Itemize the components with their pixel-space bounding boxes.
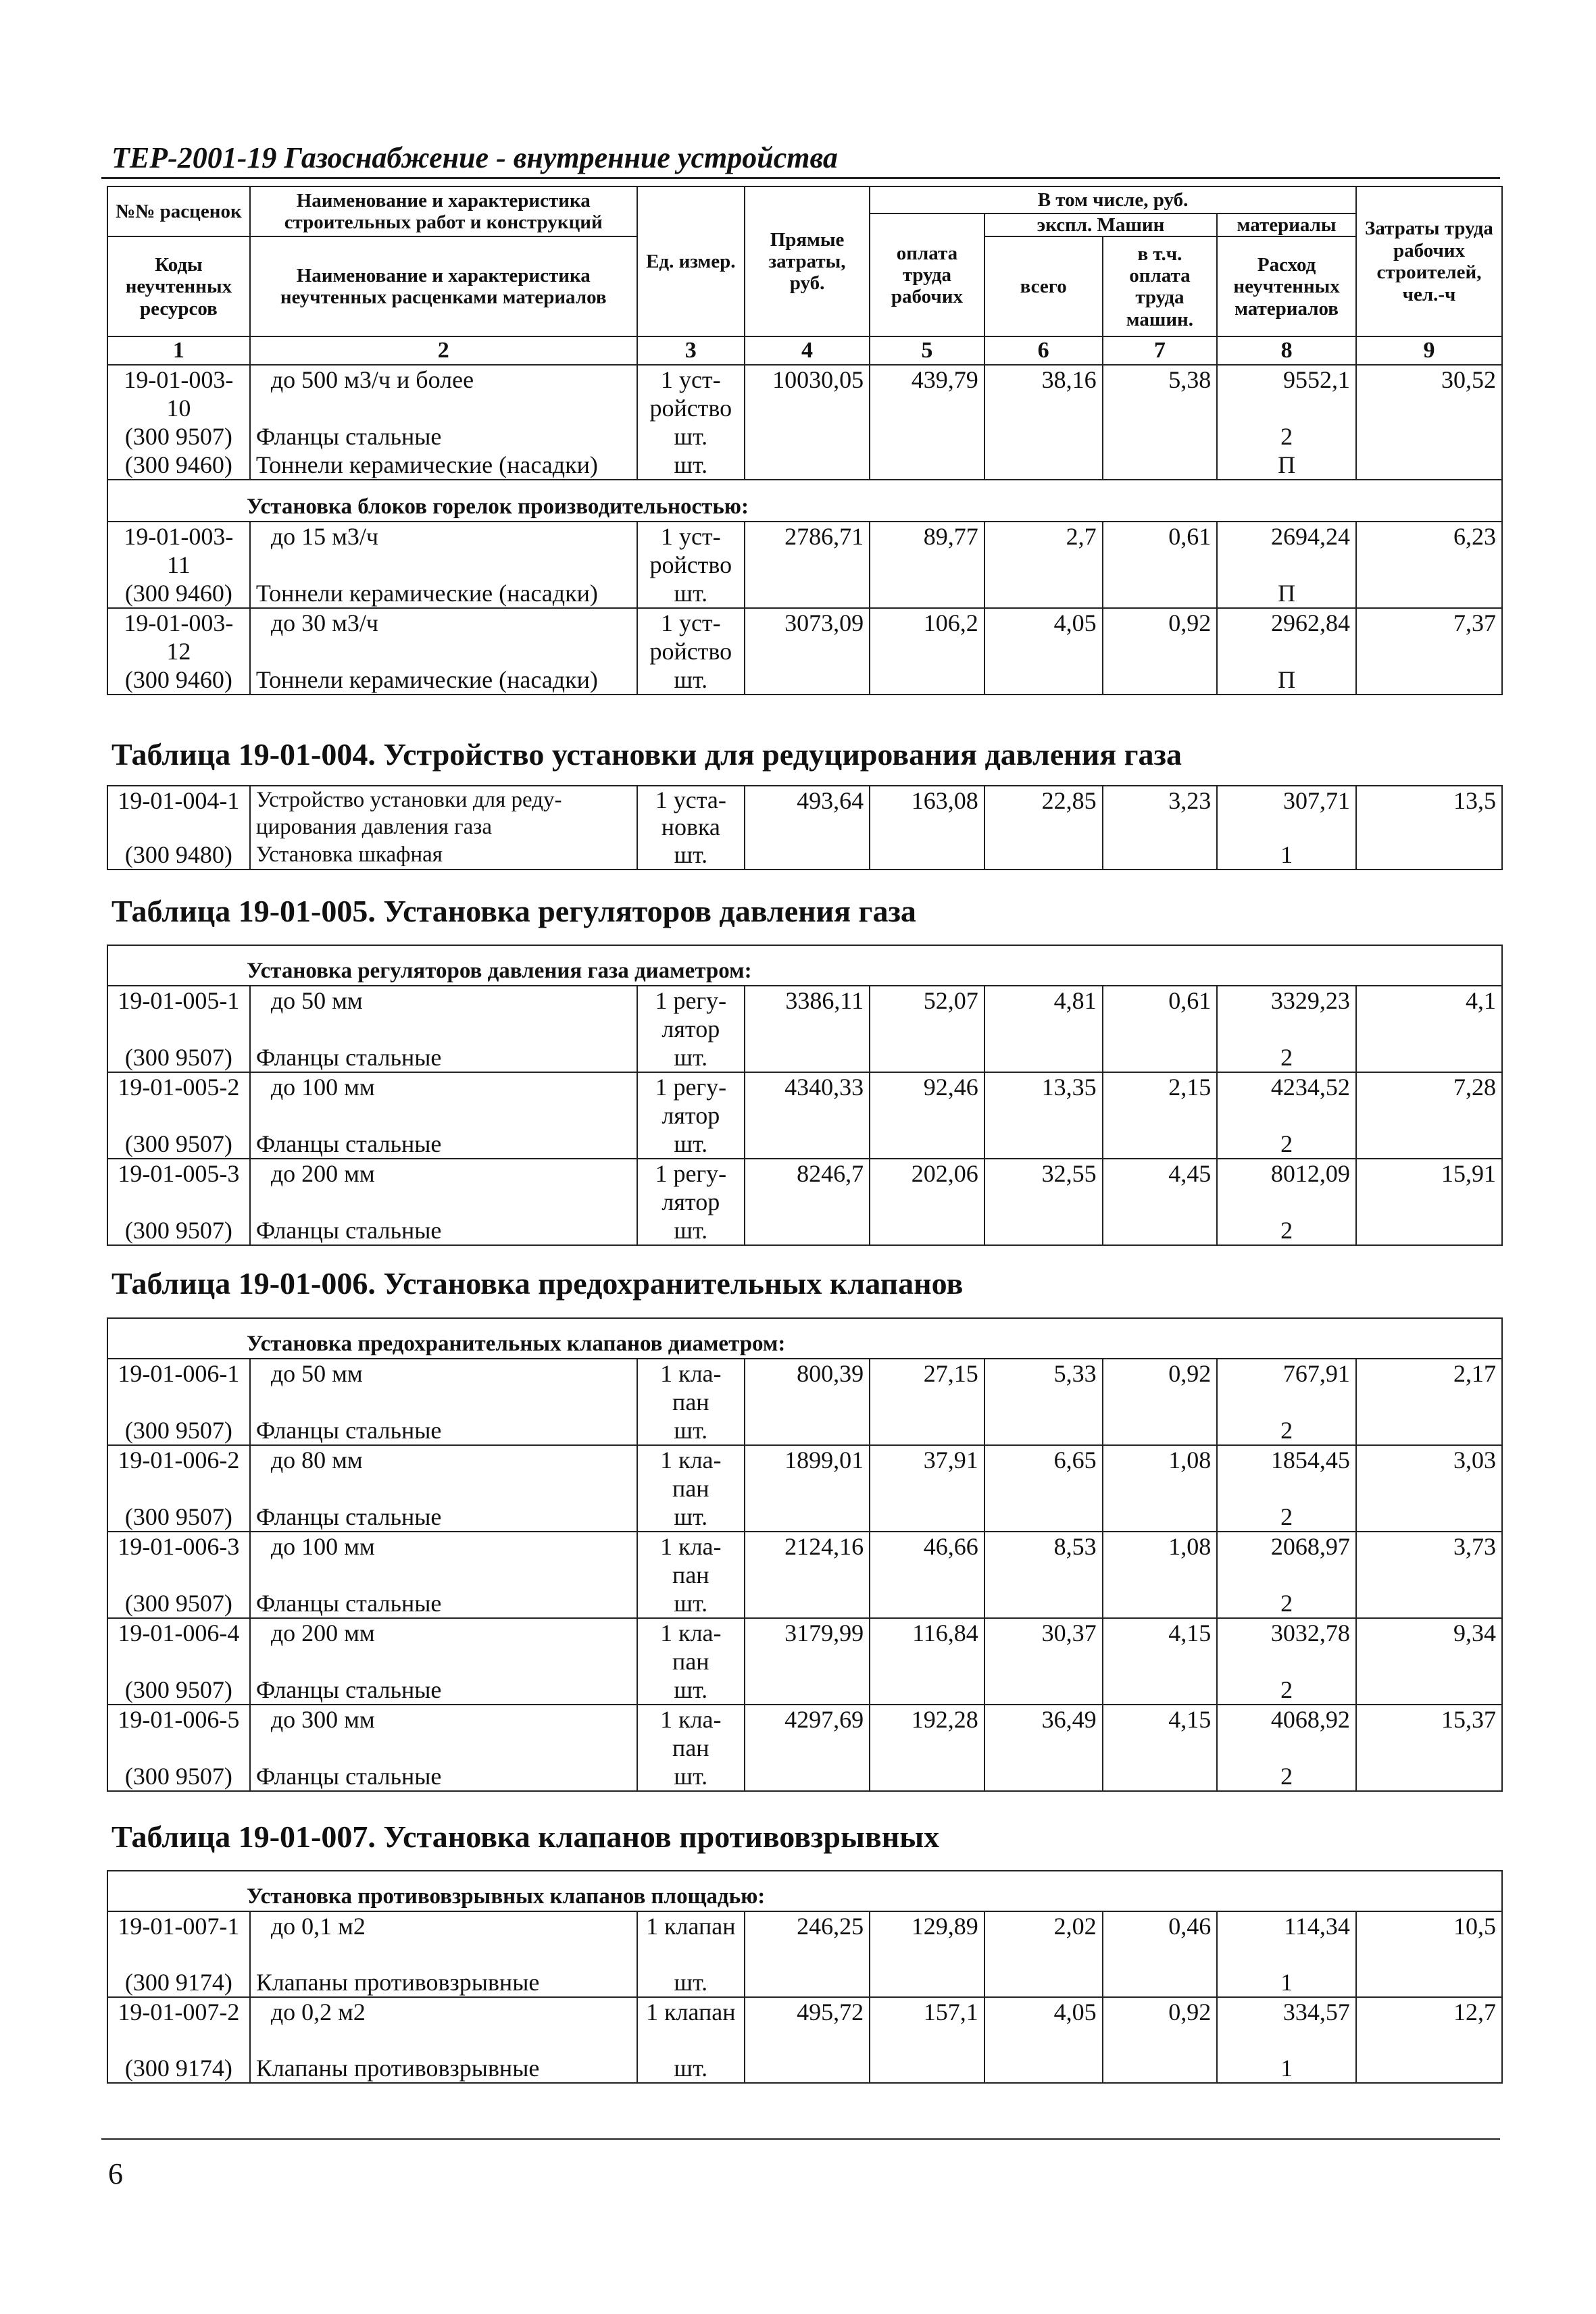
table-row: 19-01-004-1 Устройство установки для реду-цирования давления газа 1 уста-новка 493,64 163,08 22,85 3,23 307,71 13,5 xyxy=(107,786,1502,840)
table-row: (300 9507) Фланцы стальные шт. 2 xyxy=(107,1130,1502,1159)
table-row: (300 9507) Фланцы стальные шт. 2 xyxy=(107,1676,1502,1705)
table-row: (300 9507) Фланцы стальные шт. 2 xyxy=(107,1216,1502,1245)
table-row: (300 9507) Фланцы стальные шт. 2 xyxy=(107,1762,1502,1791)
header-rule xyxy=(101,177,1500,179)
table-row: (300 9480) Установка шкафная шт. 1 xyxy=(107,840,1502,870)
section-row: Установка противовзрывных клапанов площадью: xyxy=(107,1871,1502,1911)
header-labor-pay: оплата труда рабочих xyxy=(870,213,984,336)
header-machines: экспл. Машин xyxy=(984,213,1217,236)
table-title-19-01-004: Таблица 19-01-004. Устройство установки для редуцирования давления газа xyxy=(111,737,1182,772)
table-19-01-004 xyxy=(107,785,1503,870)
table-row: 19-01-007-2 до 0,2 м2 1 клапан 495,72 157,1 4,05 0,92 334,57 12,7 xyxy=(107,1997,1502,2054)
table-19-01-006 xyxy=(107,1317,1503,1792)
header-rate-number: №№ расценок xyxy=(107,186,250,236)
header-machine-operators-pay: в т.ч. оплата труда машин. xyxy=(1103,236,1218,336)
header-work-name: Наименование и характеристика строительных работ и конструкций xyxy=(250,186,637,236)
header-resource-codes: Коды неучтенных ресурсов xyxy=(107,236,250,336)
header-direct-costs: Прямые затраты, руб. xyxy=(745,186,870,336)
header-materials: материалы xyxy=(1217,213,1356,236)
table-row: 19-01-006-2 до 80 мм 1 кла-пан 1899,01 37,91 6,65 1,08 1854,45 3,03 xyxy=(107,1445,1502,1503)
header-material-consumption: Расход неучтенных материалов xyxy=(1217,236,1356,336)
column-numbers-row: 1 2 3 4 5 6 7 8 9 xyxy=(107,336,1502,365)
table-row: 19-01-003-11 до 15 м3/ч 1 уст-ройство 2786,71 89,77 2,7 0,61 2694,24 6,23 xyxy=(107,522,1502,579)
table-title-19-01-006: Таблица 19-01-006. Установка предохранительных клапанов xyxy=(111,1266,964,1301)
table-row: (300 9507) Фланцы стальные шт. 2 xyxy=(107,1416,1502,1445)
table-row: (300 9174) Клапаны противовзрывные шт. 1 xyxy=(107,1968,1502,1997)
table-19-01-007 xyxy=(107,1870,1503,2084)
table-title-19-01-005: Таблица 19-01-005. Установка регуляторов давления газа xyxy=(111,894,916,928)
header-labor-hours: Затраты труда рабочих строителей, чел.-ч xyxy=(1356,186,1502,336)
running-header: ТЕР-2001-19 Газоснабжение - внутренние устройства xyxy=(111,141,838,174)
table-row: (300 9174) Клапаны противовзрывные шт. 1 xyxy=(107,2054,1502,2083)
table-title-19-01-007: Таблица 19-01-007. Установка клапанов противовзрывных xyxy=(111,1819,940,1854)
table-row: (300 9460) Тоннели керамические (насадки) шт. П xyxy=(107,579,1502,608)
table-row: 19-01-003-10 до 500 м3/ч и более 1 уст-ройство 10030,05 439,79 38,16 5,38 9552,1 30,52 xyxy=(107,365,1502,422)
table-row: 19-01-006-1 до 50 мм 1 кла-пан 800,39 27,15 5,33 0,92 767,91 2,17 xyxy=(107,1359,1502,1416)
section-row: Установка регуляторов давления газа диаметром: xyxy=(107,945,1502,986)
header-unit: Ед. измер. xyxy=(637,186,745,336)
table-row: (300 9507) Фланцы стальные шт. 2 xyxy=(107,422,1502,451)
section-row: Установка блоков горелок производительностью: xyxy=(107,480,1502,522)
table-row: (300 9460) Тоннели керамические (насадки) шт. П xyxy=(107,451,1502,480)
table-row: (300 9507) Фланцы стальные шт. 2 xyxy=(107,1503,1502,1532)
table-row: 19-01-003-12 до 30 м3/ч 1 уст-ройство 3073,09 106,2 4,05 0,92 2962,84 7,37 xyxy=(107,608,1502,665)
table-row: 19-01-007-1 до 0,1 м2 1 клапан 246,25 129,89 2,02 0,46 114,34 10,5 xyxy=(107,1911,1502,1968)
table-row: (300 9507) Фланцы стальные шт. 2 xyxy=(107,1043,1502,1072)
header-including: В том числе, руб. xyxy=(870,186,1356,213)
table-row: 19-01-005-3 до 200 мм 1 регу-лятор 8246,7 202,06 32,55 4,45 8012,09 15,91 xyxy=(107,1159,1502,1216)
table-19-01-005 xyxy=(107,945,1503,1246)
page-number: 6 xyxy=(108,2157,123,2190)
header-machines-total: всего xyxy=(984,236,1103,336)
table-row: 19-01-006-3 до 100 мм 1 кла-пан 2124,16 46,66 8,53 1,08 2068,97 3,73 xyxy=(107,1532,1502,1589)
header-material-name: Наименование и характеристика неучтенных расценками материалов xyxy=(250,236,637,336)
table-row: 19-01-006-4 до 200 мм 1 кла-пан 3179,99 116,84 30,37 4,15 3032,78 9,34 xyxy=(107,1618,1502,1676)
table-row: 19-01-006-5 до 300 мм 1 кла-пан 4297,69 192,28 36,49 4,15 4068,92 15,37 xyxy=(107,1705,1502,1762)
table-row: 19-01-005-1 до 50 мм 1 регу-лятор 3386,11 52,07 4,81 0,61 3329,23 4,1 xyxy=(107,986,1502,1043)
table-row: (300 9460) Тоннели керамические (насадки) шт. П xyxy=(107,665,1502,695)
table-19-01-003 xyxy=(107,186,1503,695)
section-row: Установка предохранительных клапанов диаметром: xyxy=(107,1318,1502,1359)
footer-rule xyxy=(101,2138,1500,2140)
table-row: 19-01-005-2 до 100 мм 1 регу-лятор 4340,33 92,46 13,35 2,15 4234,52 7,28 xyxy=(107,1072,1502,1130)
table-row: (300 9507) Фланцы стальные шт. 2 xyxy=(107,1589,1502,1618)
